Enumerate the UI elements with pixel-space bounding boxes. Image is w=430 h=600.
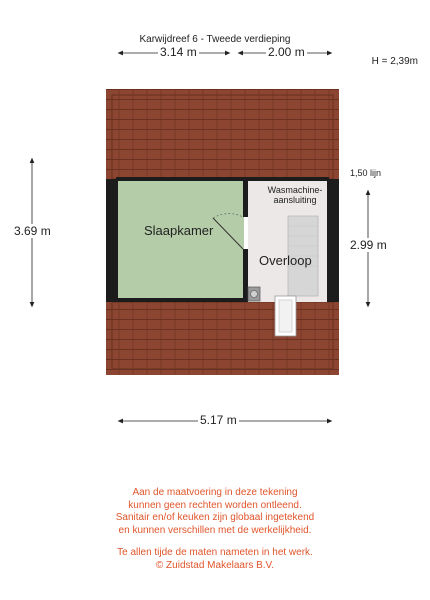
- plan-title: Karwijdreef 6 - Tweede verdieping: [139, 34, 291, 45]
- washer-label-line1: Wasmachine-: [267, 185, 323, 195]
- bedroom-floor: [118, 179, 244, 302]
- wall-left: [106, 179, 118, 302]
- partition-wall-lower: [243, 249, 248, 302]
- roof-bottom: [106, 302, 339, 375]
- room-label-bedroom: Slaapkamer: [144, 223, 214, 238]
- disclaimer-spacer: [0, 537, 430, 547]
- disclaimer: [0, 487, 430, 572]
- dimension-top-right: 2.00 m: [268, 45, 305, 59]
- disclaimer-line: kunnen geen rechten worden ontleend.: [128, 499, 302, 511]
- disclaimer-line: en kunnen verschillen met de werkelijkheid.: [118, 524, 312, 536]
- dimension-left: 3.69 m: [14, 224, 51, 238]
- washer-label: [264, 185, 326, 205]
- disclaimer-line: Aan de maatvoering in deze tekening: [132, 487, 298, 498]
- disclaimer-line: Te allen tijde de maten nameten in het werk.: [117, 547, 313, 558]
- dimension-bottom: 5.17 m: [200, 413, 237, 427]
- stair-opening-inner: [279, 300, 292, 332]
- partition-wall-upper: [243, 179, 248, 217]
- wall-right: [327, 179, 339, 302]
- roof-top: [106, 89, 339, 179]
- wall-top-landing: [246, 177, 329, 181]
- copyright: © Zuidstad Makelaars B.V.: [155, 559, 275, 571]
- wall-top-bedroom: [116, 177, 246, 181]
- washer-label-line2: aansluiting: [273, 195, 317, 205]
- room-label-landing: Overloop: [259, 253, 312, 268]
- disclaimer-line: Sanitair en/of keuken zijn globaal ingetekend: [115, 512, 315, 523]
- ceiling-height: H = 2,39m: [371, 56, 418, 67]
- dimension-right: 2.99 m: [350, 238, 387, 252]
- line-label: 1,50 lijn: [350, 168, 382, 178]
- wall-bottom-bedroom: [116, 298, 246, 302]
- dimension-top-left: 3.14 m: [160, 45, 197, 59]
- washer-drum: [251, 291, 258, 298]
